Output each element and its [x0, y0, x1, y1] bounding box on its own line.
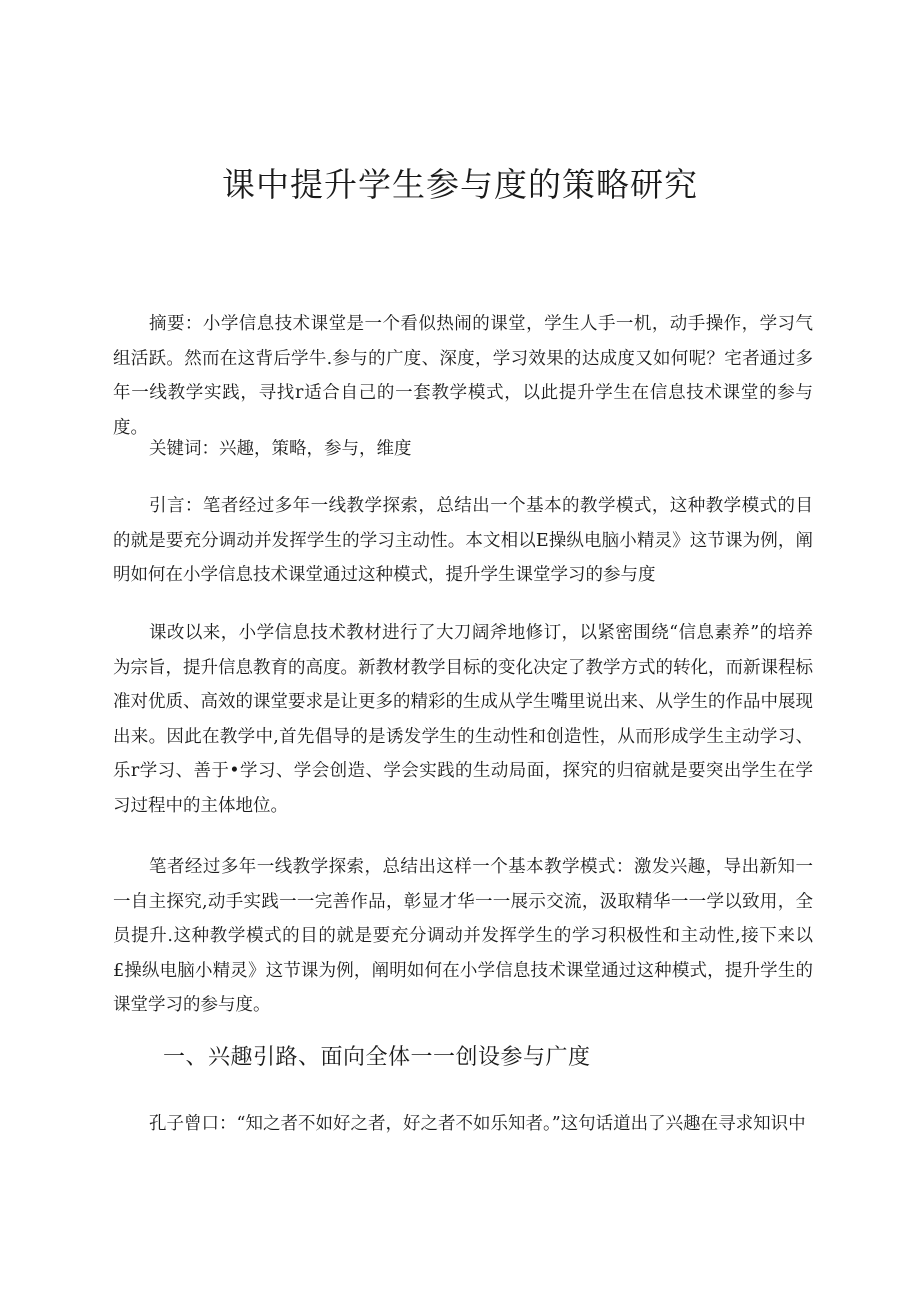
body-paragraph-2: 笔者经过多年一线教学探索，总结出这样一个基本教学模式：激发兴趣，导出新知一一自主探究,动手实践一一完善作品，彰显才华一一展示交流，汲取精华一一学以致用，全员提升.这种教学模式的目的就是要充分调动并发挥学生的学习积极性和主动性,接下来以£操纵电脑小精灵》这节课为例，阐明如何在小学信息技术课堂通过这种模式，提升学生的课堂学习的参与度。: [113, 857, 813, 1015]
abstract-paragraph: 摘要：小学信息技术课堂是一个看似热闹的课堂，学生人手一机，动手操作，学习气组活跃。然而在这背后学牛.参与的广度、深度，学习效果的达成度又如何呢？宅者通过多年一线教学实践，寻找r适合自己的一套教学模式，以此提升学生在信息技术课堂的参与度。: [113, 314, 813, 438]
section-heading: 一、兴趣引路、面向全体一一创设参与广度: [163, 1045, 591, 1070]
body-paragraph-1: 课改以来，小学信息技术教材进行了大刀阔斧地修订，以紧密围绕“信息素养”的培养为宗旨，提升信息教育的高度。新教材教学目标的变化决定了教学方式的转化，而新课程标准对优质、高效的课堂要求是让更多的精彩的生成从学生嘴里说出来、从学生的作品中展现出来。因此在教学中,首先倡导的是诱发学生的生动性和创造性，从而形成学生主动学习、乐r学习、善于•学习、学会创造、学会实践的生动局面，探究的归宿就是要突出学生在学习过程中的主体地位。: [113, 623, 813, 816]
document-title: 课中提升学生参与度的策略研究: [222, 165, 698, 204]
body-paragraph-3: 孔子曾口：“知之者不如好之者，好之者不如乐知者。”这句话道出了兴趣在寻求知识中: [149, 1114, 806, 1134]
intro-paragraph: 引言：笔者经过多年一线教学探索，总结出一个基本的教学模式，这种教学模式的目的就是要充分调动并发挥学生的学习主动性。本文相以E操纵电脑小精灵》这节课为例，阐明如何在小学信息技术课堂通过这种模式，提升学生课堂学习的参与度: [113, 496, 813, 585]
keywords-paragraph: 关键词：兴趣，策略，参与，维度: [149, 439, 412, 459]
